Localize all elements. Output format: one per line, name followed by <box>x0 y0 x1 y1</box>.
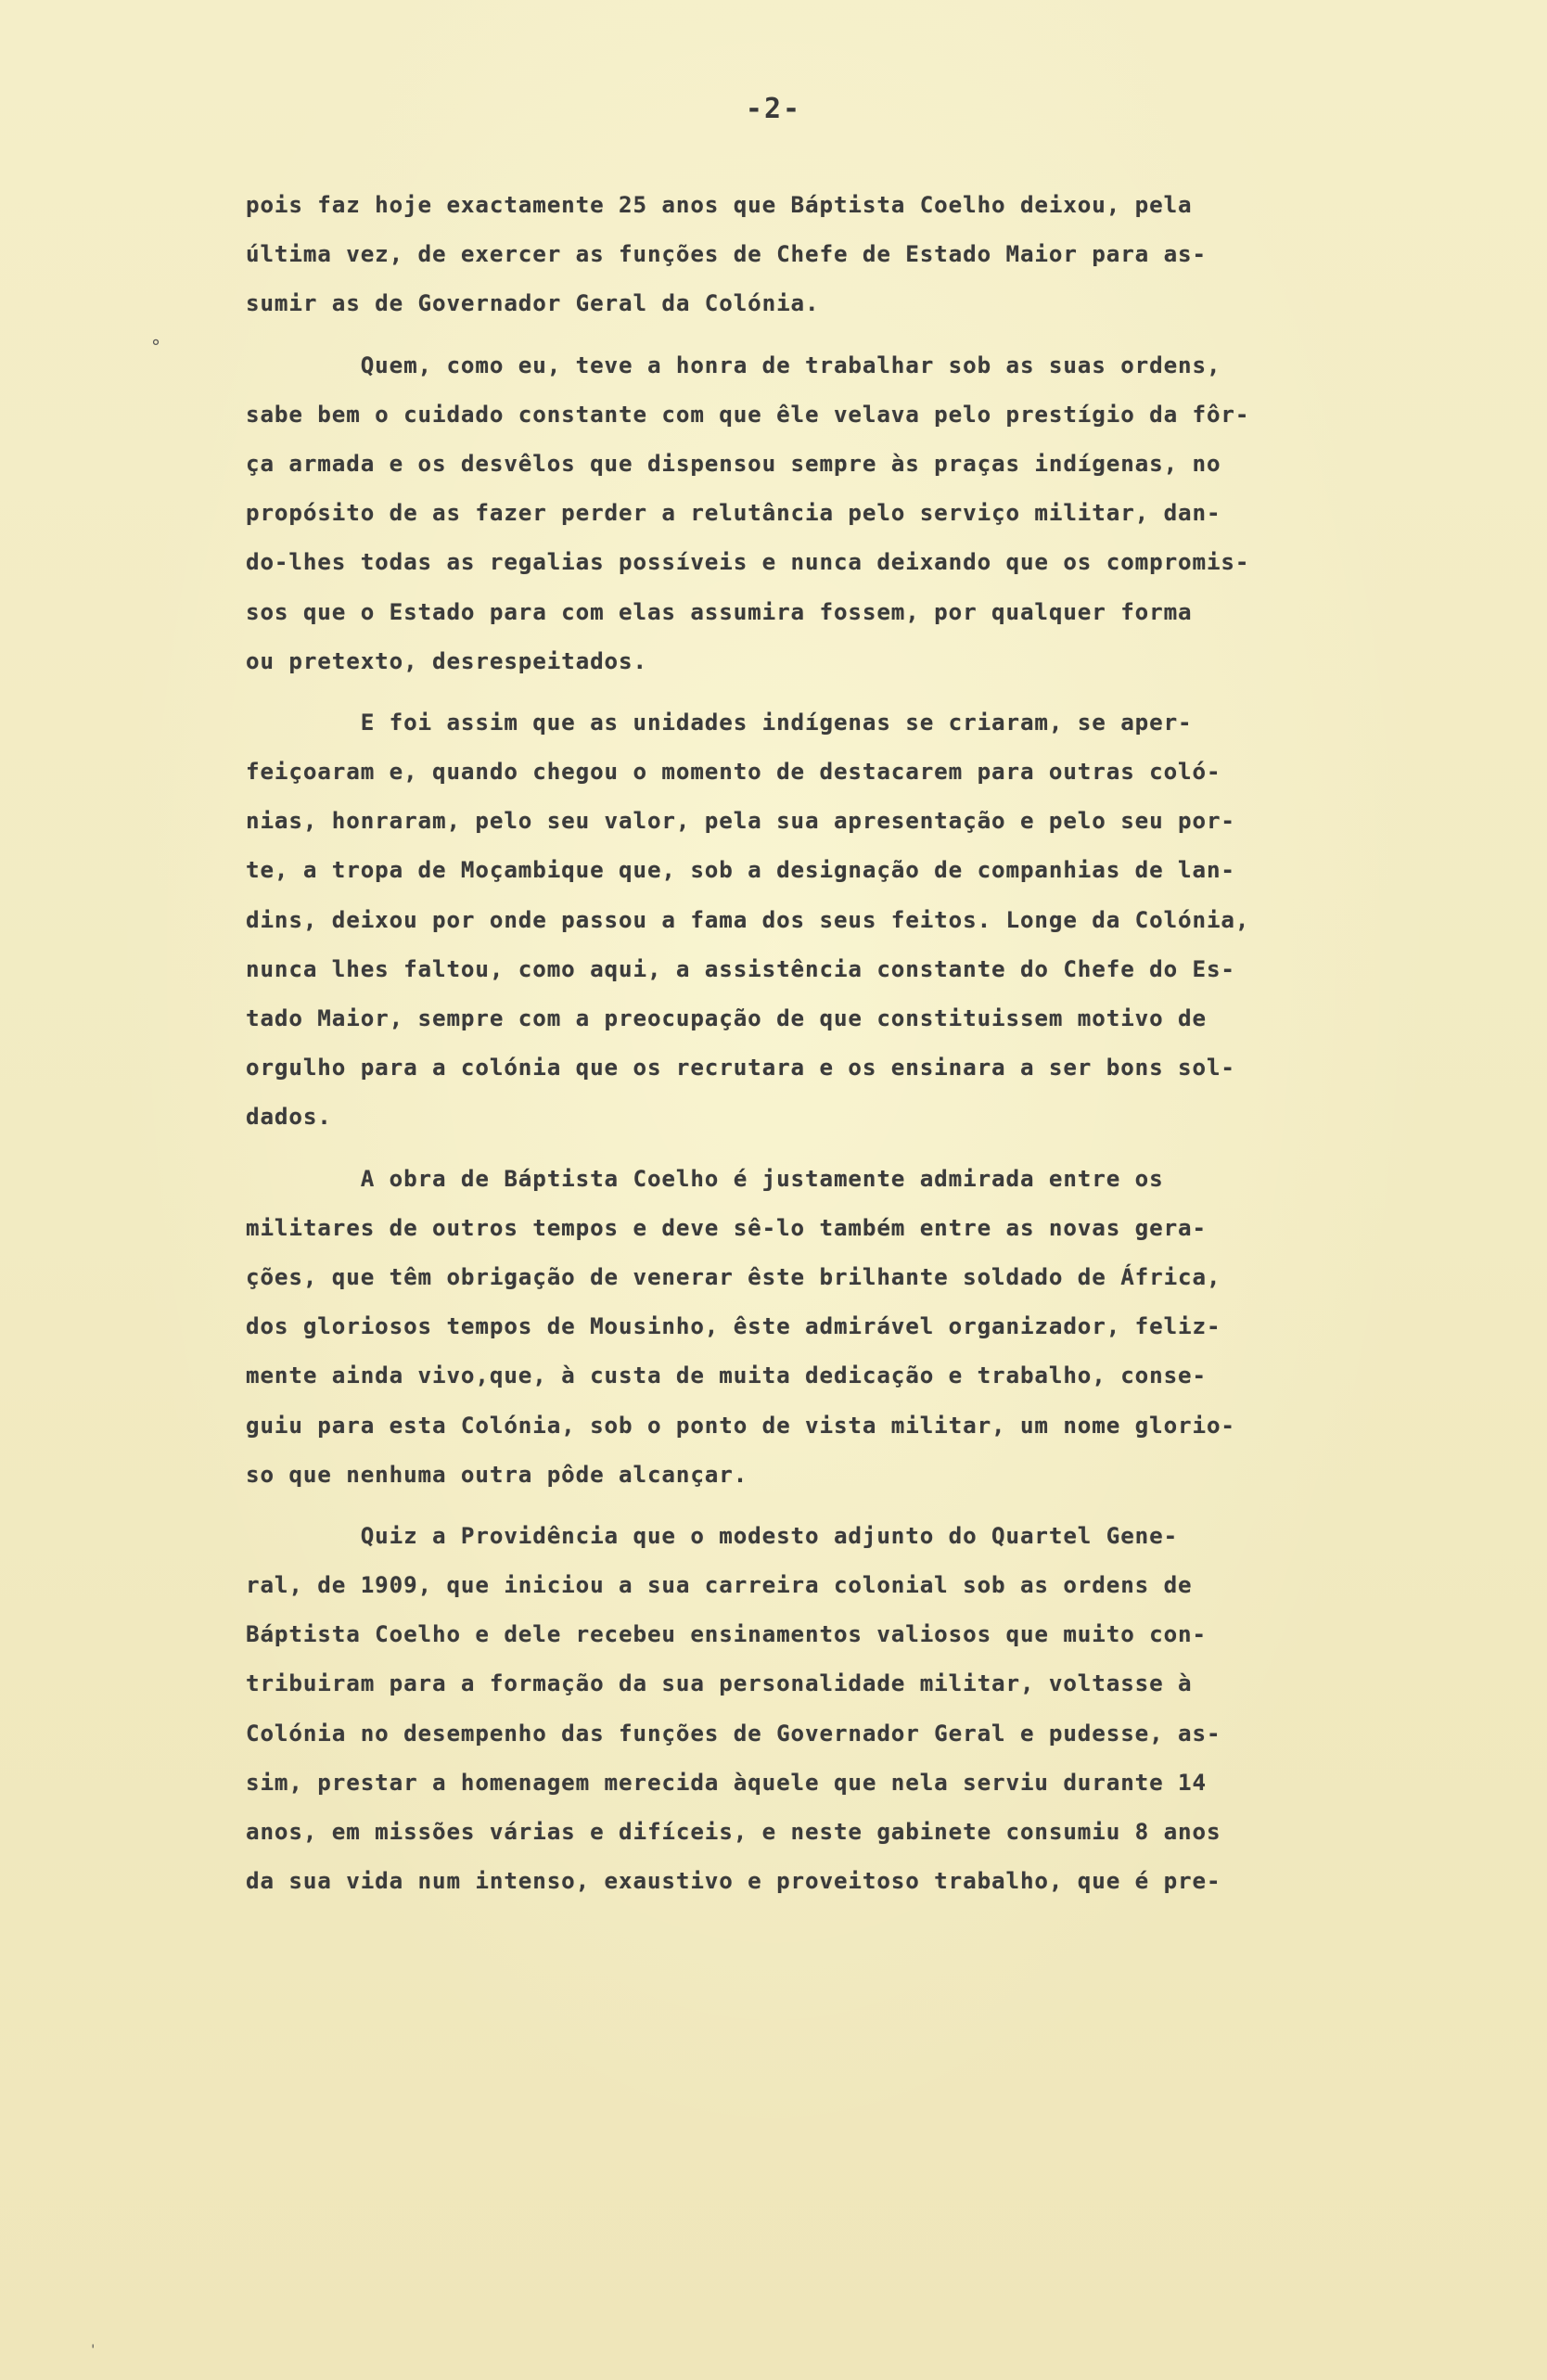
text-line: guiu para esta Colónia, sob o ponto de vista militar, um nome glorio- <box>246 1412 1235 1439</box>
text-line: pois faz hoje exactamente 25 anos que Báptista Coelho deixou, pela <box>246 192 1193 218</box>
text-line: Colónia no desempenho das funções de Governador Geral e pudesse, as- <box>246 1720 1221 1747</box>
text-line: nunca lhes faltou, como aqui, a assistência constante do Chefe do Es- <box>246 955 1235 982</box>
paragraph <box>246 341 1493 686</box>
text-line: ções, que têm obrigação de venerar êste brilhante soldado de África, <box>246 1263 1221 1290</box>
text-line: sim, prestar a homenagem merecida àquele que nela serviu durante 14 <box>246 1769 1207 1796</box>
margin-mark: ' <box>89 2343 97 2358</box>
text-line: dins, deixou por onde passou a fama dos seus feitos. Longe da Colónia, <box>246 906 1250 933</box>
text-line: Báptista Coelho e dele recebeu ensinamentos valiosos que muito con- <box>246 1621 1207 1648</box>
text-line: sumir as de Governador Geral da Colónia. <box>246 290 820 317</box>
text-line: so que nenhuma outra pôde alcançar. <box>246 1461 748 1488</box>
margin-mark: ° <box>150 336 162 358</box>
paragraph <box>246 698 1493 1143</box>
page-number: -2- <box>745 93 802 125</box>
text-line: da sua vida num intenso, exaustivo e proveitoso trabalho, que é pre- <box>246 1868 1221 1895</box>
text-line: ça armada e os desvêlos que dispensou sempre às praças indígenas, no <box>246 450 1221 477</box>
body-text <box>246 181 1493 1906</box>
text-line: militares de outros tempos e deve sê-lo também entre as novas gera- <box>246 1214 1207 1241</box>
text-line: nias, honraram, pelo seu valor, pela sua apresentação e pelo seu por- <box>246 808 1235 835</box>
text-line: orgulho para a colónia que os recrutara e os ensinara a ser bons sol- <box>246 1055 1235 1081</box>
text-line: ral, de 1909, que iniciou a sua carreira colonial sob as ordens de <box>246 1572 1193 1599</box>
paragraph <box>246 1155 1493 1500</box>
text-line: última vez, de exercer as funções de Chefe de Estado Maior para as- <box>246 241 1207 268</box>
text-line: dados. <box>246 1104 332 1131</box>
text-line: Quiz a Providência que o modesto adjunto do Quartel Gene- <box>246 1522 1179 1549</box>
text-line: sos que o Estado para com elas assumira fossem, por qualquer forma <box>246 598 1193 625</box>
text-line: tado Maior, sempre com a preocupação de que constituissem motivo de <box>246 1005 1207 1031</box>
text-line: feiçoaram e, quando chegou o momento de destacarem para outras coló- <box>246 759 1221 786</box>
text-line: Quem, como eu, teve a honra de trabalhar sob as suas ordens, <box>246 352 1221 378</box>
text-line: E foi assim que as unidades indígenas se criaram, se aper- <box>246 709 1193 736</box>
text-line: sabe bem o cuidado constante com que êle velava pelo prestígio da fôr- <box>246 401 1250 428</box>
text-line: propósito de as fazer perder a relutância pelo serviço militar, dan- <box>246 500 1221 527</box>
text-line: ou pretexto, desrespeitados. <box>246 647 647 674</box>
text-line: do-lhes todas as regalias possíveis e nunca deixando que os compromis- <box>246 549 1250 576</box>
text-line: anos, em missões várias e difíceis, e neste gabinete consumiu 8 anos <box>246 1819 1221 1845</box>
paragraph <box>246 1512 1493 1907</box>
paragraph <box>246 181 1493 329</box>
text-line: tribuiram para a formação da sua personalidade militar, voltasse à <box>246 1670 1193 1697</box>
text-line: A obra de Báptista Coelho é justamente admirada entre os <box>246 1165 1164 1192</box>
text-line: mente ainda vivo,que, à custa de muita dedicação e trabalho, conse- <box>246 1363 1207 1389</box>
text-line: te, a tropa de Moçambique que, sob a designação de companhias de lan- <box>246 857 1235 884</box>
text-line: dos gloriosos tempos de Mousinho, êste admirável organizador, feliz- <box>246 1313 1221 1340</box>
